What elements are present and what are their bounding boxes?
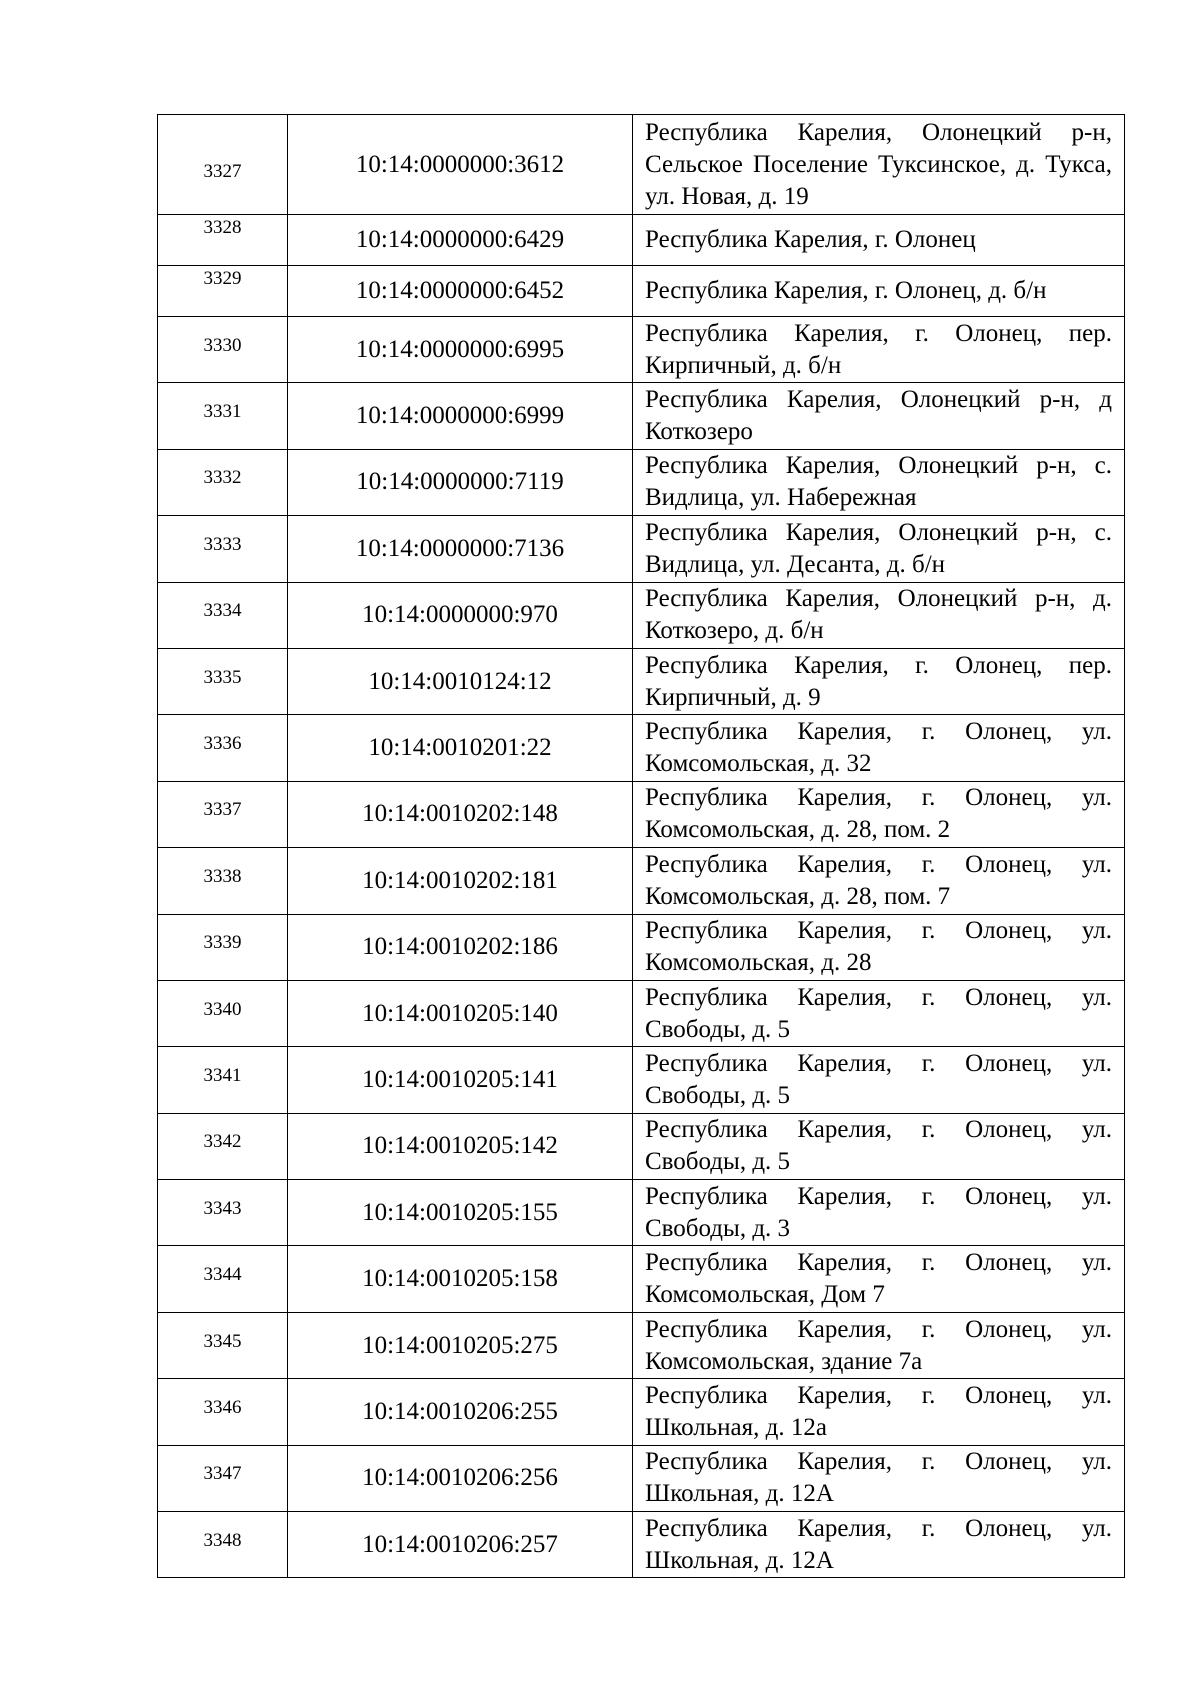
table-row	[158, 648, 1125, 714]
row-number: 3338	[158, 848, 288, 914]
cadastral-number: 10:14:0010206:257	[288, 1512, 633, 1578]
cadastral-number: 10:14:0000000:6995	[288, 317, 633, 383]
row-number: 3346	[158, 1379, 288, 1445]
cadastral-number: 10:14:0000000:6429	[288, 215, 633, 266]
row-number: 3332	[158, 449, 288, 515]
table-row	[158, 266, 1125, 317]
address: Республика Карелия, г. Олонец, ул. Комсомольская, здание 7а	[633, 1312, 1125, 1378]
row-number: 3343	[158, 1180, 288, 1246]
table-row	[158, 516, 1125, 582]
table-row	[158, 115, 1125, 215]
cadastral-number: 10:14:0010202:148	[288, 781, 633, 847]
row-number: 3328	[158, 215, 288, 266]
table-row	[158, 215, 1125, 266]
row-number: 3345	[158, 1312, 288, 1378]
table-row	[158, 1312, 1125, 1378]
cadastral-number: 10:14:0000000:6999	[288, 383, 633, 449]
table-row	[158, 582, 1125, 648]
address: Республика Карелия, г. Олонец, пер. Кирпичный, д. б/н	[633, 317, 1125, 383]
cadastral-number: 10:14:0010206:256	[288, 1445, 633, 1511]
row-number: 3327	[158, 115, 288, 215]
cadastral-number: 10:14:0010206:255	[288, 1379, 633, 1445]
table-row	[158, 1047, 1125, 1113]
property-table	[157, 114, 1125, 1578]
address: Республика Карелия, Олонецкий р-н, с. Видлица, ул. Десанта, д. б/н	[633, 516, 1125, 582]
address: Республика Карелия, Олонецкий р-н, Сельское Поселение Туксинское, д. Тукса, ул. Новая, д. 19	[633, 115, 1125, 215]
address: Республика Карелия, г. Олонец, ул. Комсомольская, Дом 7	[633, 1246, 1125, 1312]
row-number: 3333	[158, 516, 288, 582]
table-row	[158, 914, 1125, 980]
table-row	[158, 715, 1125, 781]
table-row	[158, 317, 1125, 383]
row-number: 3348	[158, 1512, 288, 1578]
table-body	[158, 115, 1125, 1578]
row-number: 3336	[158, 715, 288, 781]
table-row	[158, 1445, 1125, 1511]
row-number: 3340	[158, 980, 288, 1046]
cadastral-number: 10:14:0000000:6452	[288, 266, 633, 317]
address: Республика Карелия, г. Олонец, ул. Свободы, д. 3	[633, 1180, 1125, 1246]
cadastral-number: 10:14:0010205:140	[288, 980, 633, 1046]
address: Республика Карелия, г. Олонец, ул. Свободы, д. 5	[633, 980, 1125, 1046]
row-number: 3335	[158, 648, 288, 714]
address: Республика Карелия, г. Олонец	[633, 215, 1125, 266]
cadastral-number: 10:14:0010205:275	[288, 1312, 633, 1378]
table-row	[158, 1512, 1125, 1578]
table-row	[158, 848, 1125, 914]
address: Республика Карелия, Олонецкий р-н, д Коткозеро	[633, 383, 1125, 449]
address: Республика Карелия, г. Олонец, ул. Комсомольская, д. 28	[633, 914, 1125, 980]
address: Республика Карелия, г. Олонец, ул. Школьная, д. 12а	[633, 1379, 1125, 1445]
row-number: 3347	[158, 1445, 288, 1511]
cadastral-number: 10:14:0010201:22	[288, 715, 633, 781]
row-number: 3337	[158, 781, 288, 847]
row-number: 3344	[158, 1246, 288, 1312]
address: Республика Карелия, Олонецкий р-н, с. Видлица, ул. Набережная	[633, 449, 1125, 515]
row-number: 3334	[158, 582, 288, 648]
cadastral-number: 10:14:0010205:142	[288, 1113, 633, 1179]
cadastral-number: 10:14:0010205:155	[288, 1180, 633, 1246]
row-number: 3330	[158, 317, 288, 383]
address: Республика Карелия, г. Олонец, д. б/н	[633, 266, 1125, 317]
row-number: 3339	[158, 914, 288, 980]
cadastral-number: 10:14:0010202:186	[288, 914, 633, 980]
address: Республика Карелия, Олонецкий р-н, д. Коткозеро, д. б/н	[633, 582, 1125, 648]
address: Республика Карелия, г. Олонец, пер. Кирпичный, д. 9	[633, 648, 1125, 714]
row-number: 3342	[158, 1113, 288, 1179]
cadastral-number: 10:14:0000000:7136	[288, 516, 633, 582]
table-row	[158, 383, 1125, 449]
row-number: 3329	[158, 266, 288, 317]
cadastral-number: 10:14:0010124:12	[288, 648, 633, 714]
table-row	[158, 1379, 1125, 1445]
table-row	[158, 1180, 1125, 1246]
address: Республика Карелия, г. Олонец, ул. Комсомольская, д. 28, пом. 2	[633, 781, 1125, 847]
table-row	[158, 1113, 1125, 1179]
address: Республика Карелия, г. Олонец, ул. Комсомольская, д. 28, пом. 7	[633, 848, 1125, 914]
table-row	[158, 980, 1125, 1046]
cadastral-number: 10:14:0000000:3612	[288, 115, 633, 215]
table-row	[158, 1246, 1125, 1312]
address: Республика Карелия, г. Олонец, ул. Свободы, д. 5	[633, 1113, 1125, 1179]
row-number: 3331	[158, 383, 288, 449]
address: Республика Карелия, г. Олонец, ул. Школьная, д. 12А	[633, 1512, 1125, 1578]
table-row	[158, 781, 1125, 847]
cadastral-number: 10:14:0010202:181	[288, 848, 633, 914]
row-number: 3341	[158, 1047, 288, 1113]
address: Республика Карелия, г. Олонец, ул. Комсомольская, д. 32	[633, 715, 1125, 781]
address: Республика Карелия, г. Олонец, ул. Школьная, д. 12А	[633, 1445, 1125, 1511]
cadastral-number: 10:14:0000000:970	[288, 582, 633, 648]
address: Республика Карелия, г. Олонец, ул. Свободы, д. 5	[633, 1047, 1125, 1113]
cadastral-number: 10:14:0010205:141	[288, 1047, 633, 1113]
cadastral-number: 10:14:0000000:7119	[288, 449, 633, 515]
table-row	[158, 449, 1125, 515]
cadastral-number: 10:14:0010205:158	[288, 1246, 633, 1312]
